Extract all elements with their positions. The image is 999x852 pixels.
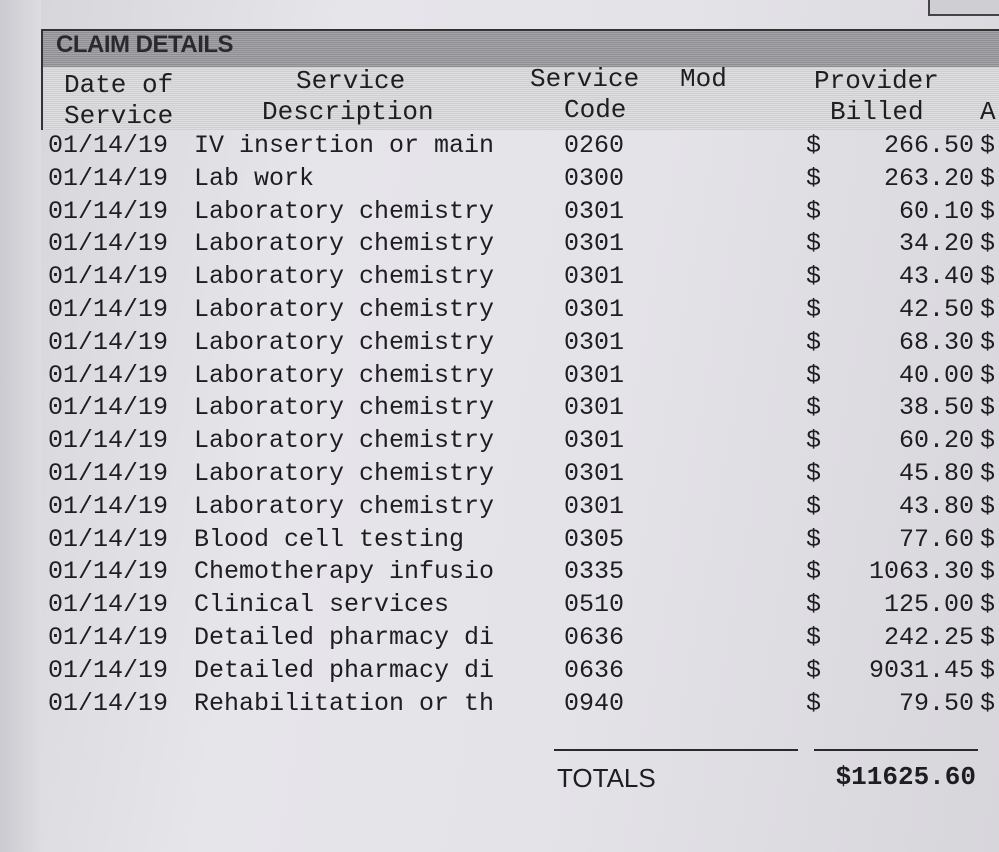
row-date: 01/14/19 xyxy=(48,229,169,259)
row-next-currency: $ xyxy=(980,557,996,587)
row-description: Laboratory chemistry xyxy=(194,229,495,259)
col-header-description-line2: Description xyxy=(262,97,434,127)
row-date: 01/14/19 xyxy=(48,590,169,620)
row-next-currency: $ xyxy=(980,524,996,554)
row-description: Laboratory chemistry xyxy=(194,360,495,390)
row-description: Laboratory chemistry xyxy=(194,426,495,456)
row-billed: 125.00 xyxy=(883,590,974,620)
row-next-currency: $ xyxy=(980,688,996,718)
row-billed: 77.60 xyxy=(898,524,974,554)
row-description: Clinical services xyxy=(194,590,450,620)
row-code: 0300 xyxy=(564,163,625,193)
row-currency: $ xyxy=(806,360,822,390)
row-date: 01/14/19 xyxy=(48,623,169,652)
top-right-box xyxy=(928,0,999,16)
row-date: 01/14/19 xyxy=(48,393,169,423)
row-date: 01/14/19 xyxy=(48,688,169,718)
row-billed: 242.25 xyxy=(883,623,974,652)
row-billed: 79.50 xyxy=(898,688,974,718)
row-description: IV insertion or main xyxy=(194,131,495,160)
row-billed: 68.30 xyxy=(898,327,974,357)
row-billed: 1063.30 xyxy=(868,557,974,587)
row-date: 01/14/19 xyxy=(48,524,169,554)
row-next-currency: $ xyxy=(980,131,996,160)
row-code: 0636 xyxy=(564,623,625,652)
row-next-currency: $ xyxy=(980,229,996,259)
row-currency: $ xyxy=(806,163,822,193)
row-next-currency: $ xyxy=(980,196,996,226)
row-next-currency: $ xyxy=(980,590,996,620)
row-description: Detailed pharmacy di xyxy=(194,623,495,652)
row-description: Laboratory chemistry xyxy=(194,295,495,324)
row-code: 0335 xyxy=(564,557,625,587)
row-code: 0301 xyxy=(564,262,625,292)
row-currency: $ xyxy=(806,590,822,620)
row-next-currency: $ xyxy=(980,426,996,456)
totals-label: TOTALS xyxy=(557,763,656,793)
row-description: Lab work xyxy=(194,163,315,193)
row-currency: $ xyxy=(806,491,822,521)
row-description: Laboratory chemistry xyxy=(194,262,495,292)
row-billed: 9031.45 xyxy=(868,655,974,685)
col-header-code-line2: Code xyxy=(564,95,627,125)
totals-rule-billed xyxy=(814,749,978,751)
row-date: 01/14/19 xyxy=(48,196,169,226)
row-billed: 42.50 xyxy=(898,295,974,324)
row-next-currency: $ xyxy=(980,655,996,685)
row-date: 01/14/19 xyxy=(48,557,169,587)
row-billed: 43.80 xyxy=(898,491,974,521)
row-currency: $ xyxy=(806,524,822,554)
row-date: 01/14/19 xyxy=(48,360,169,390)
row-next-currency: $ xyxy=(980,360,996,390)
row-currency: $ xyxy=(806,131,822,160)
row-description: Blood cell testing xyxy=(194,524,465,554)
row-description: Detailed pharmacy di xyxy=(194,655,495,685)
row-next-currency: $ xyxy=(980,459,996,488)
row-code: 0301 xyxy=(564,426,625,456)
row-date: 01/14/19 xyxy=(48,655,169,685)
row-billed: 34.20 xyxy=(898,229,974,259)
row-billed: 43.40 xyxy=(898,262,974,292)
row-code: 0260 xyxy=(564,131,625,160)
col-header-description-line1: Service xyxy=(296,66,406,96)
row-currency: $ xyxy=(806,393,822,423)
col-header-next-partial: A xyxy=(980,97,996,127)
row-code: 0301 xyxy=(564,229,625,259)
row-code: 0636 xyxy=(564,655,625,685)
col-header-billed-line1: Provider xyxy=(814,66,939,96)
row-date: 01/14/19 xyxy=(48,262,169,292)
row-description: Laboratory chemistry xyxy=(194,491,495,521)
col-header-billed-line2: Billed xyxy=(830,97,924,127)
row-billed: 40.00 xyxy=(898,360,974,390)
row-code: 0301 xyxy=(564,360,625,390)
row-currency: $ xyxy=(806,655,822,685)
row-currency: $ xyxy=(806,229,822,259)
totals-billed-value: $11625.60 xyxy=(835,762,976,792)
row-date: 01/14/19 xyxy=(48,426,169,456)
col-header-date-line1: Date of xyxy=(64,70,174,100)
row-billed: 45.80 xyxy=(898,459,974,488)
row-description: Laboratory chemistry xyxy=(194,327,495,357)
row-description: Laboratory chemistry xyxy=(194,196,495,226)
row-billed: 266.50 xyxy=(883,131,974,160)
col-header-date-line2: Service xyxy=(64,101,174,131)
row-description: Laboratory chemistry xyxy=(194,393,495,423)
row-currency: $ xyxy=(806,459,822,488)
row-currency: $ xyxy=(806,688,822,718)
row-next-currency: $ xyxy=(980,327,996,357)
row-description: Laboratory chemistry xyxy=(194,459,495,488)
row-description: Chemotherapy infusio xyxy=(194,557,495,587)
row-code: 0301 xyxy=(564,393,625,423)
row-billed: 38.50 xyxy=(898,393,974,423)
totals-rule-code xyxy=(554,749,798,751)
row-code: 0940 xyxy=(564,688,625,718)
col-header-mod: Mod xyxy=(680,64,727,94)
row-next-currency: $ xyxy=(980,491,996,521)
row-next-currency: $ xyxy=(980,393,996,423)
col-header-code-line1: Service xyxy=(530,64,640,94)
row-date: 01/14/19 xyxy=(48,295,169,324)
row-code: 0510 xyxy=(564,590,625,620)
row-currency: $ xyxy=(806,295,822,324)
row-currency: $ xyxy=(806,557,822,587)
row-currency: $ xyxy=(806,327,822,357)
row-currency: $ xyxy=(806,196,822,226)
row-code: 0301 xyxy=(564,196,625,226)
row-date: 01/14/19 xyxy=(48,131,169,160)
row-date: 01/14/19 xyxy=(48,491,169,521)
row-next-currency: $ xyxy=(980,623,996,652)
row-date: 01/14/19 xyxy=(48,459,169,488)
row-currency: $ xyxy=(806,262,822,292)
paper-left-margin xyxy=(0,0,41,852)
row-next-currency: $ xyxy=(980,262,996,292)
row-date: 01/14/19 xyxy=(48,327,169,357)
row-description: Rehabilitation or th xyxy=(194,688,495,718)
row-billed: 263.20 xyxy=(883,163,974,193)
row-code: 0305 xyxy=(564,524,625,554)
row-code: 0301 xyxy=(564,295,625,324)
row-code: 0301 xyxy=(564,459,625,488)
row-billed: 60.20 xyxy=(898,426,974,456)
row-code: 0301 xyxy=(564,327,625,357)
row-currency: $ xyxy=(806,426,822,456)
row-code: 0301 xyxy=(564,491,625,521)
row-date: 01/14/19 xyxy=(48,163,169,193)
row-next-currency: $ xyxy=(980,163,996,193)
row-currency: $ xyxy=(806,623,822,652)
section-title: CLAIM DETAILS xyxy=(56,31,234,58)
row-billed: 60.10 xyxy=(898,196,974,226)
row-next-currency: $ xyxy=(980,295,996,324)
